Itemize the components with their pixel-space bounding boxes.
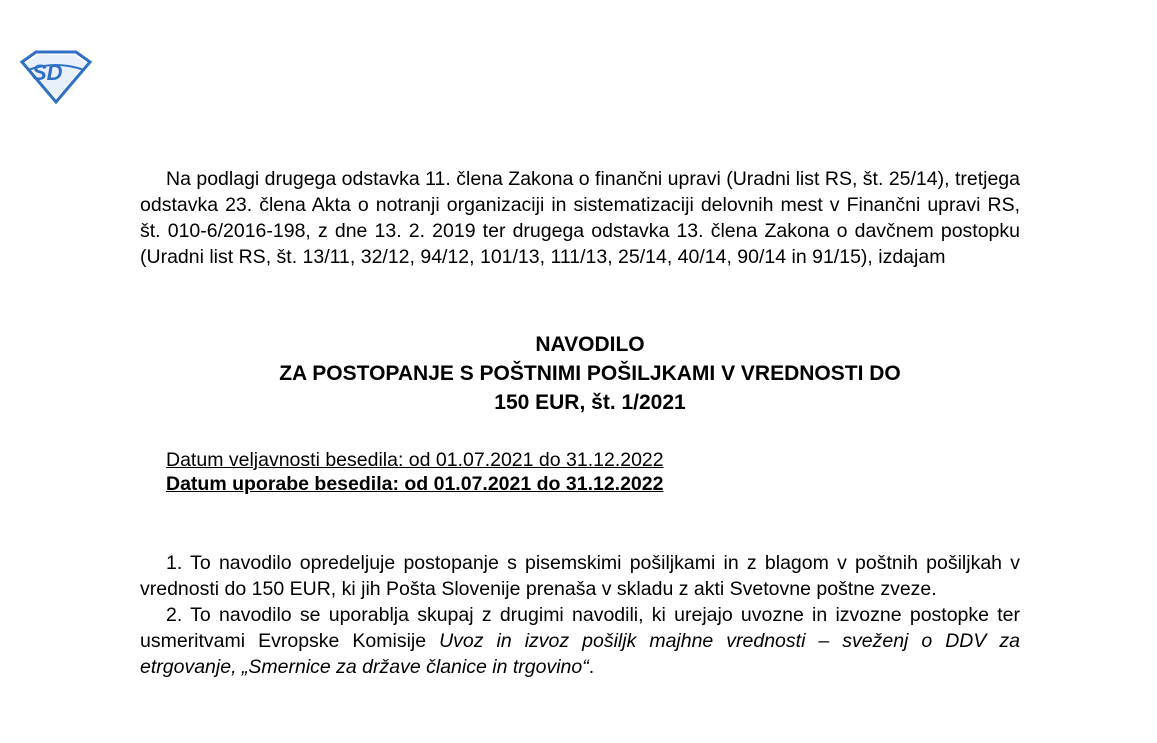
item-2-guidance-title: Uvoz in izvoz pošiljk majhne vrednosti – sveženj o DDV za etrgovanje, „Smernice za države članice in trgovino“ (140, 630, 1020, 678)
document-title (150, 330, 1030, 417)
title-line-2: ZA POSTOPANJE S POŠTNIMI POŠILJKAMI V VREDNOSTI DO (279, 362, 901, 385)
usage-date: Datum uporabe besedila: od 01.07.2021 do 31.12.2022 (166, 473, 664, 495)
intro-section (140, 166, 1020, 270)
validity-date: Datum veljavnosti besedila: od 01.07.2021 do 31.12.2022 (166, 449, 664, 471)
shield-sd-logo-icon (18, 48, 94, 104)
title-line-1: NAVODILO (535, 333, 645, 356)
title-line-3: 150 EUR, št. 1/2021 (494, 391, 686, 414)
item-2-start: 2. To navodilo se uporablja skupaj z drugimi navodili, ki urejajo uvozne in izvozne postopke ter usmeritvami Evropske Komisije (140, 604, 1020, 652)
item-2-end: . (588, 656, 595, 678)
intro-paragraph: Na podlagi drugega odstavka 11. člena Zakona o finančni upravi (Uradni list RS, št. 25/14), tretjega odstavka 23. člena Akta o notranji organizaciji in sistematizaciji delovnih mest v Finančni upravi RS, št. 010-6/2016-198, z dne 13. 2. 2019 ter drugega odstavka 13. člena Zakona o davčnem postopku (Uradni list RS, št. 13/11, 32/12, 94/12, 101/13, 111/13, 25/14, 40/14, 90/14 in 91/15), izdajam (140, 168, 1020, 268)
svg-text:SD: SD (32, 60, 63, 85)
body-section (140, 550, 1020, 680)
item-1: 1. To navodilo opredeljuje postopanje s pisemskimi pošiljkami in z blagom v poštnih pošiljkah v vrednosti do 150 EUR, ki jih Pošta Slovenije prenaša v skladu z akti Svetovne poštne zveze. (140, 552, 1020, 600)
item-2 (140, 602, 1020, 680)
dates-section (166, 448, 664, 496)
